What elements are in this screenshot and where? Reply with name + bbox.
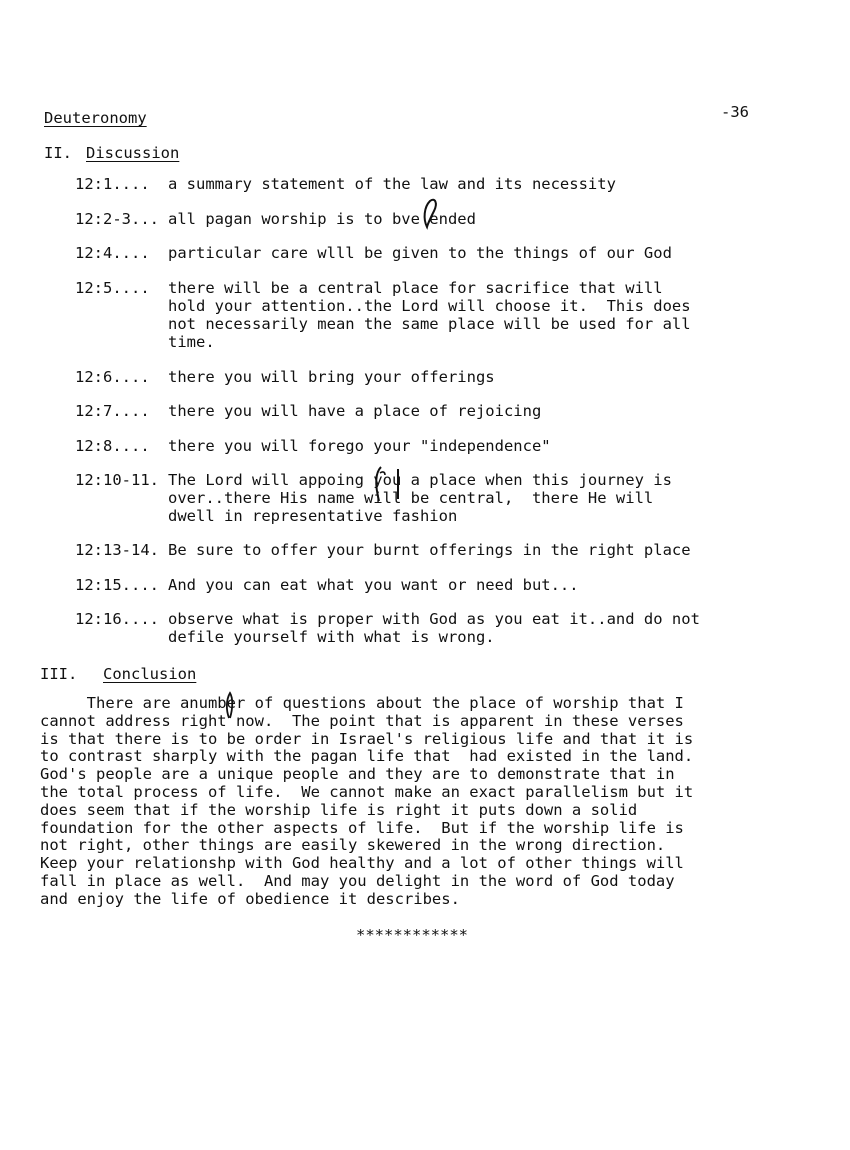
entry-line: defile yourself with what is wrong. xyxy=(168,628,495,646)
entry-line: dwell in representative fashion xyxy=(168,507,458,525)
conclusion-heading: Conclusion xyxy=(103,665,197,683)
page-number: -36 xyxy=(721,103,749,121)
end-mark: ************ xyxy=(356,926,468,944)
discussion-heading: Discussion xyxy=(86,144,180,162)
entry-line: a summary statement of the law and its necessity xyxy=(168,175,616,193)
paragraph-line: fall in place as well. And may you delight in the word of God today xyxy=(40,871,675,890)
entry-line: And you can eat what you want or need but... xyxy=(168,576,579,594)
entry-line: not necessarily mean the same place will be used for all xyxy=(168,315,691,333)
verse-ref: 12:10-11. xyxy=(75,471,159,489)
verse-ref: 12:6.... xyxy=(75,368,150,386)
discussion-heading-numeral: II. xyxy=(44,144,72,162)
verse-ref: 12:7.... xyxy=(75,402,150,420)
entry-line: over..there His name will be central, there He will xyxy=(168,489,654,507)
paragraph-line: not right, other things are easily skewered in the wrong direction. xyxy=(40,836,666,855)
verse-ref: 12:4.... xyxy=(75,244,150,262)
verse-ref: 12:1.... xyxy=(75,175,150,193)
entry-line: The Lord will appoing you a place when this journey is xyxy=(168,471,672,489)
verse-ref: 12:8.... xyxy=(75,437,150,455)
verse-ref: 12:16.... xyxy=(75,610,159,628)
entry-line: particular care wlll be given to the things of our God xyxy=(168,244,672,262)
paragraph-line: is that there is to be order in Israel's religious life and that it is xyxy=(40,729,694,748)
paragraph-line: foundation for the other aspects of life. But if the worship life is xyxy=(40,818,684,837)
entry-line: all pagan worship is to bve ended xyxy=(168,210,476,228)
paragraph-line: to contrast sharply with the pagan life that had existed in the land. xyxy=(40,747,694,766)
paragraph-line: God's people are a unique people and they are to demonstrate that in xyxy=(40,765,675,784)
entry-line: there will be a central place for sacrifice that will xyxy=(168,279,663,297)
entry-line: hold your attention..the Lord will choose it. This does xyxy=(168,297,691,315)
paragraph-line: the total process of life. We cannot make an exact parallelism but it xyxy=(40,782,694,801)
paragraph-line: does seem that if the worship life is right it puts down a solid xyxy=(40,800,638,819)
entry-line: Be sure to offer your burnt offerings in the right place xyxy=(168,541,691,559)
verse-ref: 12:15.... xyxy=(75,576,159,594)
verse-ref: 12:5.... xyxy=(75,279,150,297)
verse-ref: 12:13-14. xyxy=(75,541,159,559)
conclusion-heading-numeral: III. xyxy=(40,665,78,683)
entry-line: there you will have a place of rejoicing xyxy=(168,402,542,420)
paragraph-line: There are anumber of questions about the place of worship that I xyxy=(40,694,684,712)
verse-ref: 12:2-3... xyxy=(75,210,159,228)
conclusion-paragraph xyxy=(40,695,693,909)
entry-line: time. xyxy=(168,333,215,351)
entry-line: there you will forego your "independence" xyxy=(168,437,551,455)
entry-line: there you will bring your offerings xyxy=(168,368,495,386)
handwritten-insertion-mark xyxy=(222,690,238,720)
handwritten-correction-mark xyxy=(371,463,403,505)
book-title: Deuteronomy xyxy=(44,109,147,127)
paragraph-line: cannot address right now. The point that is apparent in these verses xyxy=(40,711,684,730)
handwritten-correction-mark xyxy=(418,197,444,231)
entry-line: observe what is proper with God as you eat it..and do not xyxy=(168,610,700,628)
paragraph-line: and enjoy the life of obedience it describes. xyxy=(40,889,460,908)
paragraph-line: Keep your relationshp with God healthy and a lot of other things will xyxy=(40,854,684,873)
